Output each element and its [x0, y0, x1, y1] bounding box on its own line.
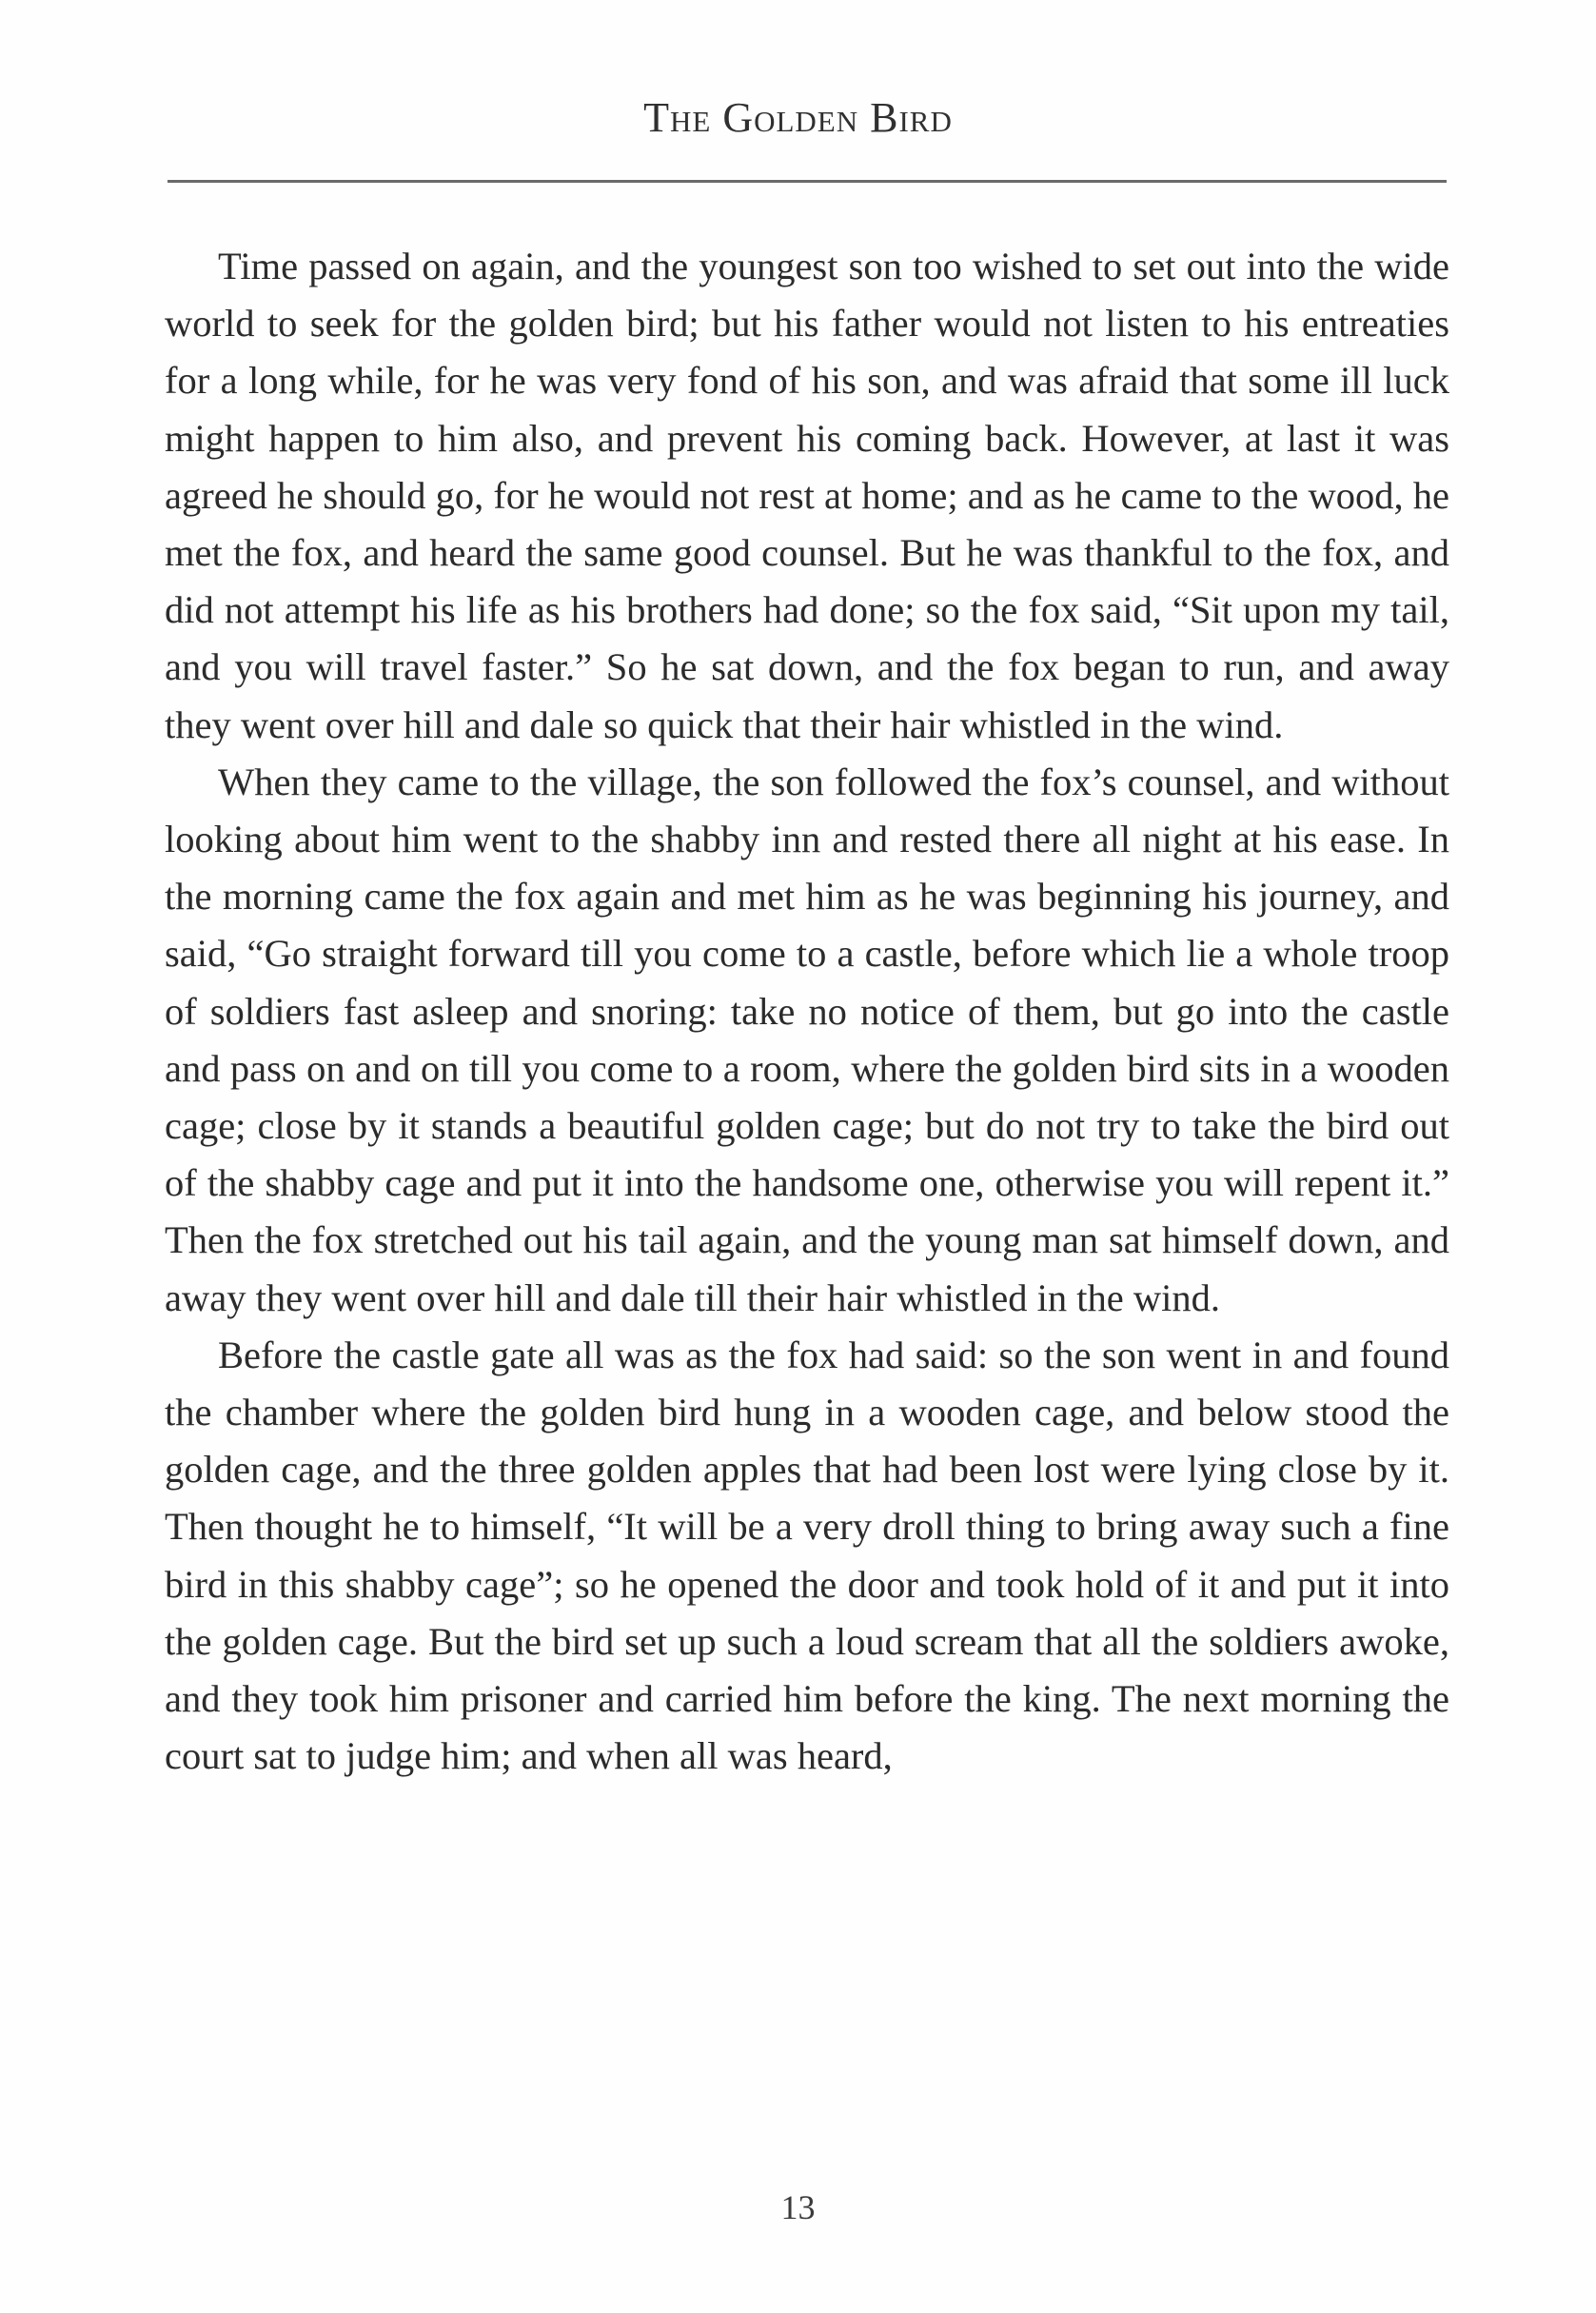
running-head-title: The Golden Bird	[643, 94, 953, 141]
header-rule	[167, 180, 1447, 183]
body-text	[165, 238, 1449, 1785]
paragraph-2: When they came to the village, the son followed the fox’s counsel, and without looking about him went to the shabby inn and rested there all night at his ease. In the morning came the fox again and met him as he was beginning his journey, and said, “Go straight forward till you come to a castle, before which lie a whole troop of soldiers fast asleep and snoring: take no notice of them, but go into the castle and pass on and on till you come to a room, where the golden bird sits in a wooden cage; close by it stands a beautiful golden cage; but do not try to take the bird out of the shabby cage and put it into the handsome one, otherwise you will repent it.” Then the fox stretched out his tail again, and the young man sat himself down, and away they went over hill and dale till their hair whistled in the wind.	[165, 760, 1449, 1319]
paragraph-3: Before the castle gate all was as the fox had said: so the son went in and found the chamber where the golden bird hung in a wooden cage, and below stood the golden cage, and the three golden apples that had been lost were lying close by it. Then thought he to himself, “It will be a very droll thing to bring away such a fine bird in this shabby cage”; so he opened the door and took hold of it and put it into the golden cage. But the bird set up such a loud scream that all the soldiers awoke, and they took him prisoner and carried him before the king. The next morning the court sat to judge him; and when all was heard,	[165, 1333, 1449, 1778]
paragraph-1: Time passed on again, and the youngest son too wished to set out into the wide world to seek for the golden bird; but his father would not listen to his entreaties for a long while, for he was very fond of his son, and was afraid that some ill luck might happen to him also, and prevent his coming back. However, at last it was agreed he should go, for he would not rest at home; and as he came to the wood, he met the fox, and heard the same good counsel. But he was thankful to the fox, and did not attempt his life as his brothers had done; so the fox said, “Sit upon my tail, and you will travel faster.” So he sat down, and the fox began to run, and away they went over hill and dale so quick that their hair whistled in the wind.	[165, 245, 1449, 746]
page-number: 13	[780, 2188, 816, 2226]
